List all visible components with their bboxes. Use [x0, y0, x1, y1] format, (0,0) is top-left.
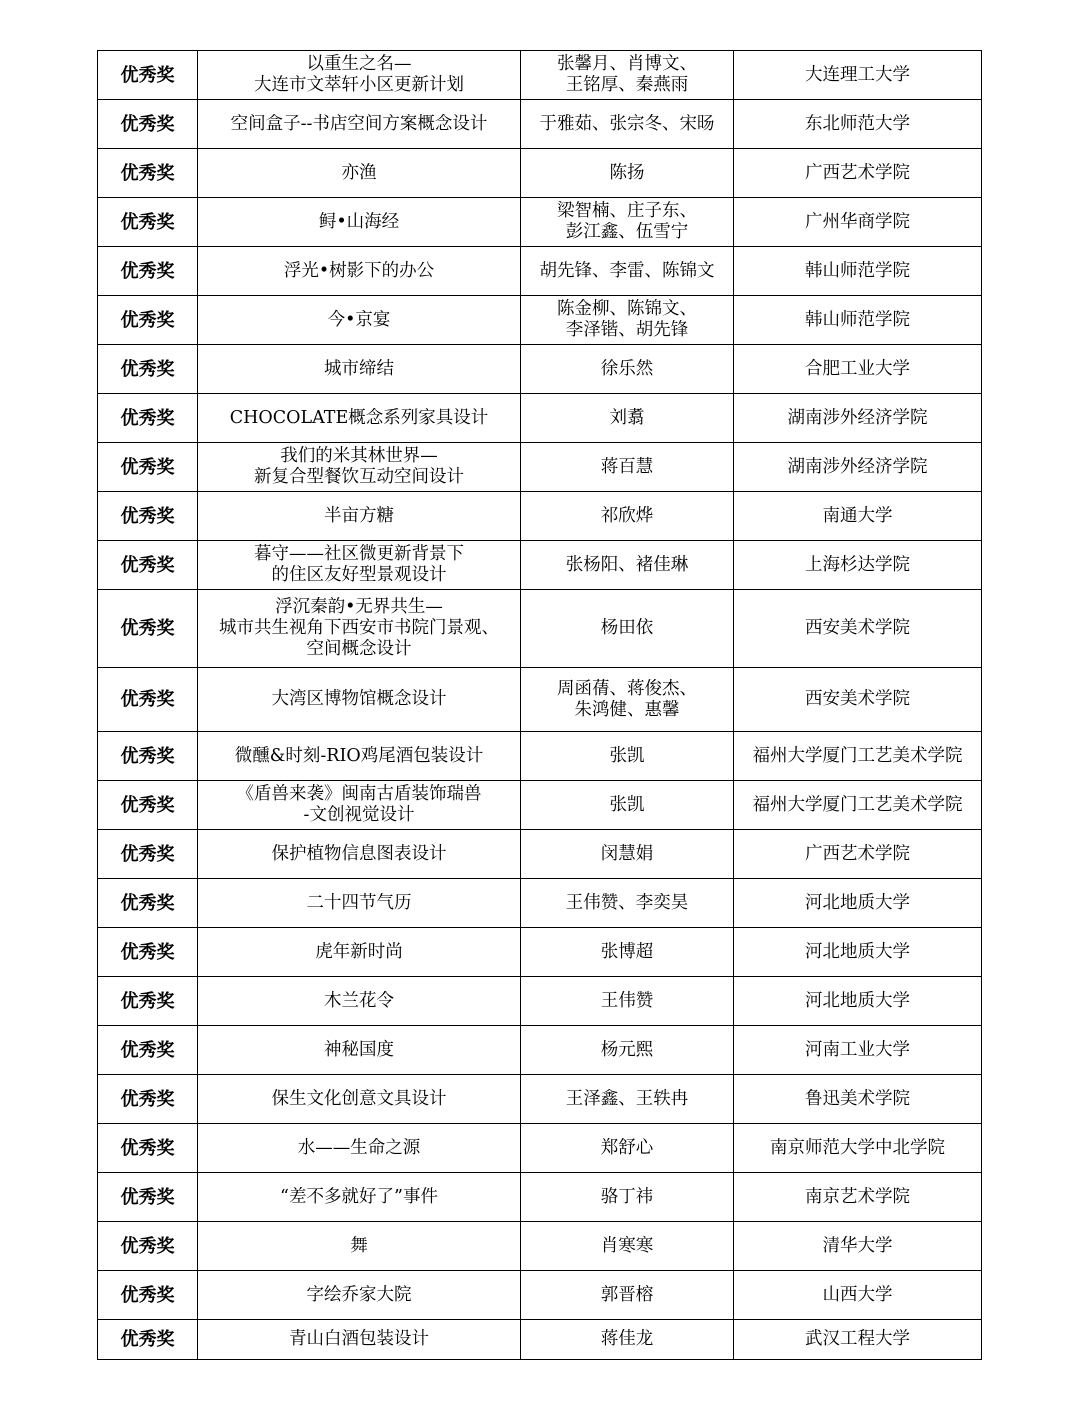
- table-row: [98, 668, 982, 732]
- authors-cell-line: 张馨月、肖博文、: [557, 54, 697, 74]
- table-row: [98, 345, 982, 394]
- authors-cell: [521, 1075, 734, 1124]
- award-level-cell: 优秀奖: [98, 149, 198, 198]
- authors-cell-line: 杨田依: [600, 618, 654, 638]
- authors-cell-line: 张凯: [609, 745, 645, 766]
- authors-cell-line: 于雅茹、张宗冬、宋旸: [539, 113, 715, 134]
- award-level-cell: 优秀奖: [98, 1026, 198, 1075]
- school-cell: 山西大学: [734, 1271, 982, 1320]
- work-title-cell-line: 我们的米其林世界—: [280, 446, 438, 466]
- authors-cell: [521, 879, 734, 928]
- work-title-cell: [198, 296, 521, 345]
- authors-cell-line: 张杨阳、褚佳琳: [565, 554, 689, 575]
- award-level-cell: 优秀奖: [98, 977, 198, 1026]
- work-title-cell: [198, 443, 521, 492]
- work-title-cell: [198, 1271, 521, 1320]
- authors-cell: [521, 443, 734, 492]
- authors-cell-line: 王伟赞、李奕昊: [565, 892, 689, 913]
- table-row: [98, 1271, 982, 1320]
- work-title-cell: [198, 149, 521, 198]
- work-title-cell-line: 青山白酒包装设计: [289, 1329, 429, 1349]
- work-title-cell-line: 城市共生视角下西安市书院门景观、: [219, 618, 499, 638]
- authors-cell-line: 周函蒨、蒋俊杰、: [557, 678, 697, 699]
- award-level-cell: 优秀奖: [98, 830, 198, 879]
- work-title-cell: [198, 1026, 521, 1075]
- table-row: [98, 51, 982, 100]
- award-level-cell: 优秀奖: [98, 879, 198, 928]
- table-row: [98, 879, 982, 928]
- school-cell: 韩山师范学院: [734, 247, 982, 296]
- award-level-cell: 优秀奖: [98, 394, 198, 443]
- authors-cell-line: 王伟赞: [600, 990, 654, 1011]
- school-cell: 河北地质大学: [734, 977, 982, 1026]
- work-title-cell-line: 大湾区博物馆概念设计: [271, 689, 447, 709]
- authors-cell-line: 蒋百慧: [600, 456, 654, 477]
- school-cell: 广州华商学院: [734, 198, 982, 247]
- work-title-cell-line: CHOCOLATE概念系列家具设计: [229, 407, 489, 428]
- work-title-cell-line: 保生文化创意文具设计: [271, 1088, 447, 1109]
- authors-cell-line: 郑舒心: [600, 1137, 654, 1158]
- work-title-cell-line: 浮沉秦韵•无界共生—: [275, 597, 443, 617]
- award-level-cell: 优秀奖: [98, 443, 198, 492]
- school-cell: 广西艺术学院: [734, 149, 982, 198]
- authors-cell: [521, 1124, 734, 1173]
- award-level-cell: 优秀奖: [98, 296, 198, 345]
- authors-cell: [521, 977, 734, 1026]
- award-level-cell: 优秀奖: [98, 100, 198, 149]
- authors-cell: [521, 492, 734, 541]
- award-level-cell: 优秀奖: [98, 1320, 198, 1360]
- work-title-cell: [198, 668, 521, 732]
- school-cell: 上海杉达学院: [734, 541, 982, 590]
- authors-cell: [521, 1222, 734, 1271]
- work-title-cell-line: 半亩方糖: [324, 505, 394, 526]
- award-list-table: [97, 50, 982, 1360]
- award-level-cell: 优秀奖: [98, 1222, 198, 1271]
- table-row: [98, 198, 982, 247]
- authors-cell: [521, 51, 734, 100]
- school-cell: 东北师范大学: [734, 100, 982, 149]
- authors-cell: [521, 1271, 734, 1320]
- authors-cell: [521, 247, 734, 296]
- award-level-cell: 优秀奖: [98, 1173, 198, 1222]
- table-row: [98, 1075, 982, 1124]
- work-title-cell: [198, 590, 521, 668]
- table-row: [98, 247, 982, 296]
- award-level-cell: 优秀奖: [98, 781, 198, 830]
- authors-cell-line: 彭江鑫、伍雪宁: [565, 222, 689, 242]
- award-table-body: [98, 51, 982, 1360]
- table-row: [98, 732, 982, 781]
- award-level-cell: 优秀奖: [98, 541, 198, 590]
- work-title-cell-line: 字绘乔家大院: [306, 1284, 412, 1305]
- school-cell: 西安美术学院: [734, 590, 982, 668]
- authors-cell-line: 郭晋榕: [600, 1284, 654, 1305]
- school-cell: 广西艺术学院: [734, 830, 982, 879]
- table-row: [98, 1222, 982, 1271]
- work-title-cell-line: 大连市文萃轩小区更新计划: [254, 75, 464, 95]
- authors-cell-line: 张凯: [609, 794, 645, 815]
- authors-cell-line: 刘翥: [609, 407, 645, 428]
- work-title-cell-line: 空间概念设计: [306, 639, 412, 659]
- authors-cell-line: 王泽鑫、王轶冉: [565, 1088, 689, 1109]
- authors-cell-line: 蒋佳龙: [600, 1329, 654, 1349]
- work-title-cell-line: 今•京宴: [327, 309, 391, 330]
- work-title-cell: [198, 732, 521, 781]
- school-cell: 鲁迅美术学院: [734, 1075, 982, 1124]
- work-title-cell: [198, 394, 521, 443]
- authors-cell: [521, 830, 734, 879]
- authors-cell-line: 胡先锋、李雷、陈锦文: [539, 260, 715, 281]
- table-row: [98, 100, 982, 149]
- authors-cell-line: 陈金柳、陈锦文、: [557, 299, 697, 319]
- work-title-cell: [198, 1320, 521, 1360]
- table-row: [98, 1026, 982, 1075]
- work-title-cell-line: 二十四节气历: [306, 892, 412, 913]
- authors-cell-line: 张博超: [600, 941, 654, 962]
- table-row: [98, 149, 982, 198]
- table-row: [98, 830, 982, 879]
- work-title-cell: [198, 977, 521, 1026]
- work-title-cell-line: 以重生之名—: [306, 54, 412, 74]
- work-title-cell-line: 亦渔: [341, 162, 377, 183]
- table-row: [98, 1320, 982, 1360]
- work-title-cell: [198, 247, 521, 296]
- table-row: [98, 928, 982, 977]
- authors-cell: [521, 1173, 734, 1222]
- authors-cell: [521, 149, 734, 198]
- award-level-cell: 优秀奖: [98, 590, 198, 668]
- authors-cell-line: 徐乐然: [600, 358, 654, 379]
- table-row: [98, 781, 982, 830]
- award-level-cell: 优秀奖: [98, 492, 198, 541]
- award-level-cell: 优秀奖: [98, 51, 198, 100]
- award-level-cell: 优秀奖: [98, 732, 198, 781]
- school-cell: 武汉工程大学: [734, 1320, 982, 1360]
- award-level-cell: 优秀奖: [98, 1271, 198, 1320]
- work-title-cell-line: “差不多就好了”事件: [280, 1186, 438, 1207]
- authors-cell: [521, 590, 734, 668]
- work-title-cell: [198, 51, 521, 100]
- school-cell: 湖南涉外经济学院: [734, 443, 982, 492]
- school-cell: 南通大学: [734, 492, 982, 541]
- school-cell: 南京艺术学院: [734, 1173, 982, 1222]
- authors-cell-line: 闵慧娟: [600, 843, 654, 864]
- work-title-cell-line: 鲟•山海经: [318, 211, 400, 232]
- award-level-cell: 优秀奖: [98, 928, 198, 977]
- table-row: [98, 443, 982, 492]
- work-title-cell-line: 木兰花令: [324, 990, 394, 1011]
- work-title-cell-line: 保护植物信息图表设计: [271, 843, 447, 864]
- authors-cell: [521, 928, 734, 977]
- table-row: [98, 977, 982, 1026]
- school-cell: 合肥工业大学: [734, 345, 982, 394]
- authors-cell-line: 陈扬: [609, 162, 645, 183]
- award-level-cell: 优秀奖: [98, 668, 198, 732]
- school-cell: 南京师范大学中北学院: [734, 1124, 982, 1173]
- work-title-cell-line: 空间盒子--书店空间方案概念设计: [230, 113, 488, 134]
- work-title-cell: [198, 781, 521, 830]
- table-row: [98, 1173, 982, 1222]
- table-row: [98, 296, 982, 345]
- award-level-cell: 优秀奖: [98, 247, 198, 296]
- authors-cell: [521, 100, 734, 149]
- work-title-cell-line: 浮光•树影下的办公: [283, 260, 435, 281]
- work-title-cell-line: 城市缔结: [324, 358, 394, 379]
- award-level-cell: 优秀奖: [98, 198, 198, 247]
- school-cell: 西安美术学院: [734, 668, 982, 732]
- authors-cell: [521, 345, 734, 394]
- authors-cell: [521, 296, 734, 345]
- authors-cell-line: 李泽锴、胡先锋: [565, 320, 689, 340]
- work-title-cell: [198, 198, 521, 247]
- work-title-cell-line: 《盾兽来袭》闽南古盾装饰瑞兽: [236, 784, 482, 804]
- work-title-cell: [198, 345, 521, 394]
- authors-cell: [521, 198, 734, 247]
- authors-cell-line: 王铭厚、秦燕雨: [565, 75, 689, 95]
- work-title-cell-line: -文创视觉设计: [303, 805, 415, 825]
- table-row: [98, 541, 982, 590]
- authors-cell: [521, 541, 734, 590]
- work-title-cell: [198, 879, 521, 928]
- authors-cell: [521, 732, 734, 781]
- authors-cell: [521, 1026, 734, 1075]
- school-cell: 大连理工大学: [734, 51, 982, 100]
- school-cell: 清华大学: [734, 1222, 982, 1271]
- school-cell: 福州大学厦门工艺美术学院: [734, 732, 982, 781]
- work-title-cell-line: 新复合型餐饮互动空间设计: [254, 467, 464, 487]
- work-title-cell-line: 舞: [350, 1235, 368, 1256]
- work-title-cell: [198, 830, 521, 879]
- school-cell: 河南工业大学: [734, 1026, 982, 1075]
- work-title-cell-line: 虎年新时尚: [315, 941, 403, 962]
- work-title-cell: [198, 100, 521, 149]
- work-title-cell: [198, 1173, 521, 1222]
- work-title-cell-line: 的住区友好型景观设计: [271, 565, 447, 585]
- authors-cell: [521, 781, 734, 830]
- work-title-cell: [198, 492, 521, 541]
- school-cell: 湖南涉外经济学院: [734, 394, 982, 443]
- authors-cell-line: 杨元熙: [600, 1039, 654, 1060]
- table-row: [98, 394, 982, 443]
- authors-cell-line: 祁欣烨: [600, 505, 654, 526]
- award-level-cell: 优秀奖: [98, 1124, 198, 1173]
- work-title-cell-line: 微醺&时刻-RIO鸡尾酒包装设计: [234, 745, 484, 766]
- table-row: [98, 492, 982, 541]
- work-title-cell: [198, 541, 521, 590]
- work-title-cell: [198, 928, 521, 977]
- school-cell: 韩山师范学院: [734, 296, 982, 345]
- school-cell: 河北地质大学: [734, 879, 982, 928]
- award-level-cell: 优秀奖: [98, 1075, 198, 1124]
- work-title-cell-line: 神秘国度: [324, 1039, 394, 1060]
- work-title-cell-line: 暮守——社区微更新背景下: [254, 544, 464, 564]
- work-title-cell-line: 水——生命之源: [297, 1137, 421, 1158]
- work-title-cell: [198, 1124, 521, 1173]
- school-cell: 河北地质大学: [734, 928, 982, 977]
- table-row: [98, 1124, 982, 1173]
- award-level-cell: 优秀奖: [98, 345, 198, 394]
- work-title-cell: [198, 1222, 521, 1271]
- authors-cell: [521, 1320, 734, 1360]
- authors-cell-line: 骆丁祎: [600, 1186, 654, 1207]
- school-cell: 福州大学厦门工艺美术学院: [734, 781, 982, 830]
- table-row: [98, 590, 982, 668]
- work-title-cell: [198, 1075, 521, 1124]
- authors-cell: [521, 394, 734, 443]
- authors-cell-line: 肖寒寒: [600, 1235, 654, 1256]
- authors-cell-line: 朱鸿健、惠馨: [574, 699, 680, 720]
- authors-cell-line: 梁智楠、庄子东、: [557, 201, 697, 221]
- authors-cell: [521, 668, 734, 732]
